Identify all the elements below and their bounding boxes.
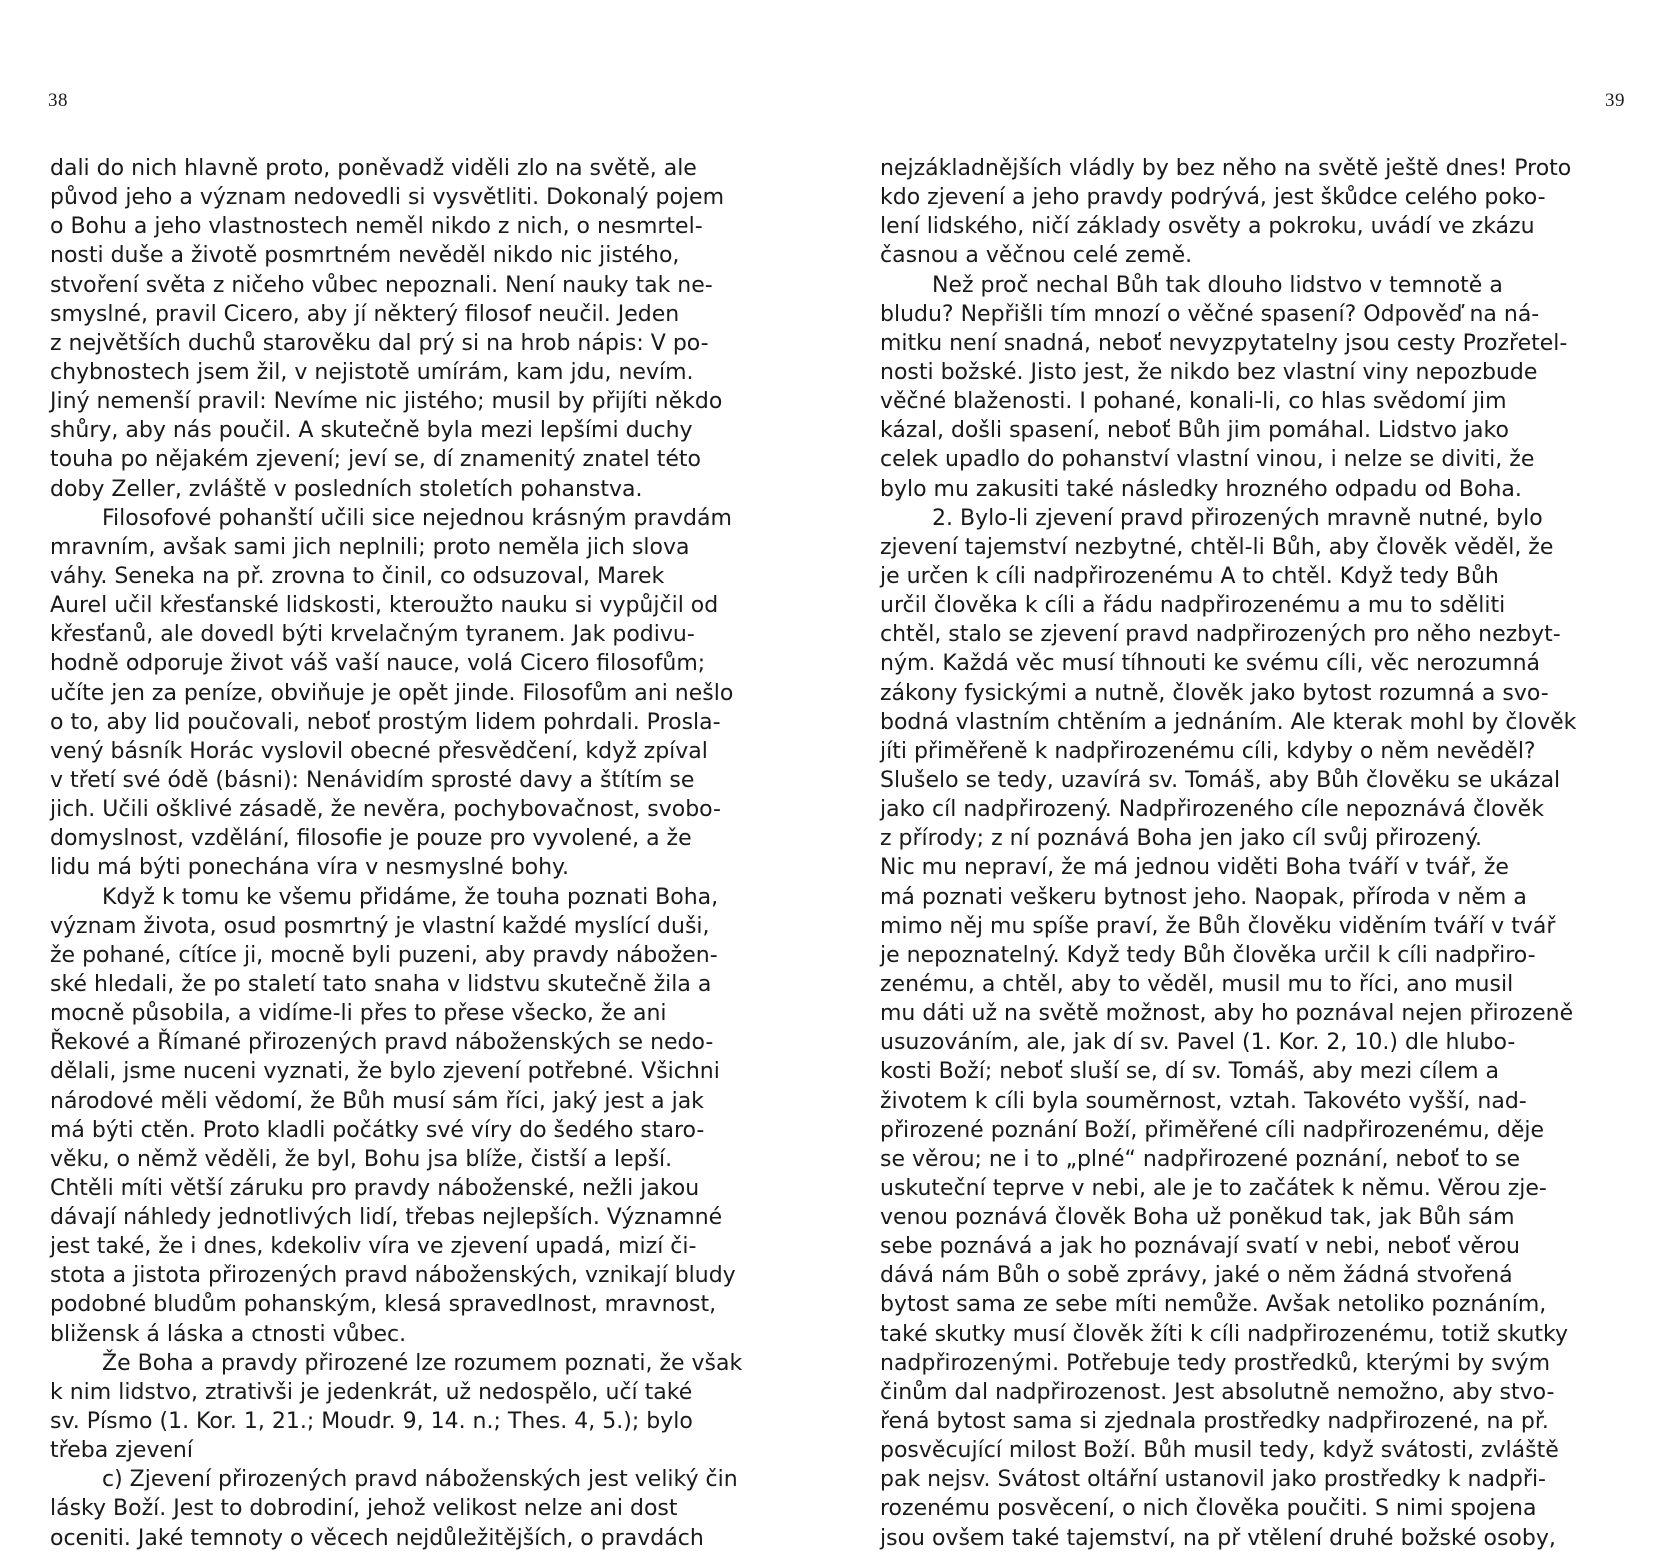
text-line: kázal, došli spasení, neboť Bůh jim pomáhal. Lidstvo jako — [880, 418, 1509, 444]
text-line: kosti Boží; neboť sluší se, dí sv. Tomáš, aby mezi cílem a — [880, 1059, 1500, 1085]
text-line: sebe poznává a jak ho poznávají svatí v nebi, neboť věrou — [880, 1234, 1520, 1260]
text-line: bodná vlastním chtěním a jednáním. Ale kterak mohl by člověk — [880, 709, 1577, 735]
text-line: c) Zjevení přirozených pravd náboženských jest veliký čin — [102, 1467, 738, 1493]
text-line: životem k cíli byla souměrnost, vztah. Takovéto vyšší, nad- — [880, 1088, 1527, 1114]
text-line: Než proč nechal Bůh tak dlouho lidstvo v temnotě a — [932, 272, 1503, 298]
text-line: chybnostech jsem žil, v nejistotě umírám, kam jdu, nevím. — [50, 359, 694, 385]
text-line: mu dáti už na světě možnost, aby ho poznával nejen přirozeně — [880, 1001, 1574, 1027]
text-line: má poznati veškeru bytnost jeho. Naopak, příroda v něm a — [880, 884, 1527, 910]
text-line: kdo zjevení a jeho pravdy podrývá, jest škůdce celého poko- — [880, 185, 1546, 211]
text-line: z největších duchů starověku dal prý si na hrob nápis: V po- — [50, 330, 709, 356]
text-line: věčné blaženosti. I pohané, konali-li, co hlas svědomí jim — [880, 389, 1507, 415]
text-line: nosti božské. Jisto jest, že nikdo bez vlastní viny nepozbude — [880, 359, 1538, 385]
text-line: je nepoznatelný. Když tedy Bůh člověka určil k cíli nadpřiro- — [880, 942, 1536, 968]
text-line: Aurel učil křesťanské lidskosti, kteroužto nauku si vypůjčil od — [50, 593, 719, 619]
text-line: ným. Každá věc musí tíhnouti ke svému cíli, věc nerozumná — [880, 651, 1541, 677]
text-line: shůry, aby nás poučil. A skutečně byla mezi lepšími duchy — [50, 418, 693, 444]
text-line: pak nejsv. Svátost oltářní ustanovil jako prostředky k nadpři- — [880, 1467, 1546, 1493]
text-line: dělali, jsme nuceni vyznati, že bylo zjevení potřebné. Všichni — [50, 1059, 720, 1085]
text-line: lení lidského, ničí základy osvěty a pokroku, uvádí ve zkázu — [880, 214, 1535, 240]
text-line: venou poznává člověk Boha už poněkud tak, jak Bůh sám — [880, 1205, 1515, 1231]
text-line: k nim lidstvo, ztrativši je jedenkrát, už nedospělo, učí také — [50, 1379, 693, 1405]
text-line: třeba zjevení — [50, 1438, 193, 1464]
text-line: se věrou; ne i to „plné“ nadpřirozené poznání, neboť to se — [880, 1146, 1521, 1172]
text-line: smyslné, pravil Cicero, aby jí některý filosof neučil. Jeden — [50, 301, 680, 327]
page-text-block — [50, 154, 790, 1553]
text-line: řená bytost sama si zjednala prostředky nadpřirozené, na př. — [880, 1409, 1549, 1435]
text-line: nadpřirozenými. Potřebuje tedy prostředků, kterými by svým — [880, 1350, 1551, 1376]
text-line: jsou ovšem také tajemství, na př vtělení druhé božské osoby, — [880, 1525, 1556, 1551]
text-line: mravním, avšak sami jich neplnili; proto neměla jich slova — [50, 534, 690, 560]
text-line: význam života, osud posmrtný je vlastní každé myslící duši, — [50, 913, 710, 939]
text-line: učíte jen za peníze, obviňuje je opět jinde. Filosofům ani nešlo — [50, 680, 734, 706]
text-line: stota a jistota přirozených pravd náboženských, vznikají bludy — [50, 1263, 736, 1289]
text-line: národové měli vědomí, že Bůh musí sám říci, jaký jest a jak — [50, 1088, 704, 1114]
text-line: váhy. Seneka na př. zrovna to činil, co odsuzoval, Marek — [50, 563, 665, 589]
text-line: nosti duše a životě posmrtném nevěděl nikdo nic jistého, — [50, 243, 680, 269]
text-line: zákony fysickými a nutně, člověk jako bytost rozumná a svo- — [880, 680, 1549, 706]
text-line: zjevení tajemství nezbytné, chtěl-li Bůh, aby člověk věděl, že — [880, 534, 1554, 560]
text-line: posvěcující milost Boží. Bůh musil tedy, když svátosti, zvláště — [880, 1438, 1559, 1464]
text-line: stvoření světa z ničeho vůbec nepoznali. Není nauky tak ne- — [50, 272, 713, 298]
text-line: přirozené poznání Boží, přiměřené cíli nadpřirozenému, děje — [880, 1117, 1545, 1143]
text-line: původ jeho a význam nedovedli si vysvětliti. Dokonalý pojem — [50, 185, 725, 211]
text-line: o Bohu a jeho vlastnostech neměl nikdo z nich, o nesmrtel- — [50, 214, 703, 240]
text-line: mimo něj mu spíše praví, že Bůh člověku viděním tváří v tvář — [880, 913, 1556, 939]
text-line: bludu? Nepřišli tím mnozí o věčné spasení? Odpověď na ná- — [880, 301, 1540, 327]
text-line: v třetí své ódě (básni): Nenávidím sprosté davy a štítím se — [50, 767, 695, 793]
text-line: uskuteční teprve v nebi, ale je to začátek k němu. Věrou zje- — [880, 1175, 1547, 1201]
text-line: také skutky musí člověk žíti k cíli nadpřirozenému, totiž skutky — [880, 1321, 1568, 1347]
text-line: bylo mu zakusiti také následky hrozného odpadu od Boha. — [880, 476, 1522, 502]
text-line: Chtěli míti větší záruku pro pravdy náboženské, nežli jakou — [50, 1175, 700, 1201]
text-line: bližensk á láska a ctnosti vůbec. — [50, 1321, 407, 1347]
text-line: dává nám Bůh o sobě zprávy, jaké o něm žádná stvořená — [880, 1263, 1513, 1289]
text-line: doby Zeller, zvláště v posledních stoletích pohanstva. — [50, 476, 643, 502]
text-line: mocně působila, a vidíme-li přes to přese všecko, že ani — [50, 1001, 667, 1027]
text-line: domyslnost, vzdělání, filosofie je pouze pro vyvolené, a že — [50, 826, 692, 852]
right-page — [880, 0, 1625, 1551]
text-line: zenému, a chtěl, aby to věděl, musil mu to říci, ano musil — [880, 971, 1514, 997]
text-line: Že Boha a pravdy přirozené lze rozumem poznati, že však — [102, 1350, 743, 1376]
text-line: 2. Bylo-li zjevení pravd přirozených mravně nutné, bylo — [932, 505, 1543, 531]
text-line: Slušelo se tedy, uzavírá sv. Tomáš, aby Bůh člověku se ukázal — [880, 767, 1561, 793]
text-line: křesťanů, ale dovedl býti krvelačným tyranem. Jak podivu- — [50, 622, 695, 648]
text-line: usuzováním, ale, jak dí sv. Pavel (1. Kor. 2, 10.) dle hlubo- — [880, 1030, 1516, 1056]
text-line: časnou a věčnou celé země. — [880, 243, 1193, 269]
text-line: Řekové a Římané přirozených pravd náboženských se nedo- — [50, 1030, 714, 1056]
text-line: že pohané, cítíce ji, mocně byli puzeni, aby pravdy nábožen- — [50, 942, 718, 968]
text-line: Jiný nemenší pravil: Nevíme nic jistého; musil by přijíti někdo — [50, 389, 723, 415]
text-line: ské hledali, že po staletí tato snaha v lidstvu skutečně žila a — [50, 971, 712, 997]
text-line: podobné bludům pohanským, klesá spravedlnost, mravnost, — [50, 1292, 717, 1318]
text-line: Když k tomu ke všemu přidáme, že touha poznati Boha, — [102, 884, 719, 910]
text-line: má býti ctěn. Proto kladli počátky své víry do šedého staro- — [50, 1117, 705, 1143]
text-line: věku, o němž věděli, že byl, Bohu jsa blíže, čistší a lepší. — [50, 1146, 673, 1172]
text-line: z přírody; z ní poznává Boha jen jako cíl svůj přirozený. — [880, 826, 1483, 852]
text-line: jíti přiměřeně k nadpřirozenému cíli, kdyby o něm nevěděl? — [880, 738, 1536, 764]
text-line: jako cíl nadpřirozený. Nadpřirozeného cíle nepoznává člověk — [880, 797, 1544, 823]
text-line: lidu má býti ponechána víra v nesmyslné bohy. — [50, 855, 569, 881]
text-line: jest také, že i dnes, kdekoliv víra ve zjevení upadá, mizí či- — [50, 1234, 697, 1260]
text-line: o to, aby lid poučovali, neboť prostým lidem pohrdali. Prosla- — [50, 709, 721, 735]
text-line: dali do nich hlavně proto, poněvadž viděli zlo na světě, ale — [50, 156, 697, 181]
text-line: Filosofové pohanští učili sice nejednou krásným pravdám — [102, 505, 732, 531]
text-line: rozenému posvěcení, o nich člověka poučiti. S nimi spojena — [880, 1496, 1537, 1522]
text-line: činům dal nadpřirozenost. Jest absolutně nemožno, aby stvo- — [880, 1379, 1555, 1405]
text-line: celek upadlo do pohanství vlastní vinou, i nelze se diviti, že — [880, 447, 1535, 473]
text-line: oceniti. Jaké temnoty o věcech nejdůležitějších, o pravdách — [50, 1525, 704, 1551]
text-line: bytost sama ze sebe míti nemůže. Avšak netoliko poznáním, — [880, 1292, 1547, 1318]
text-line: touha po nějakém zjevení; jeví se, dí znamenitý znatel této — [50, 447, 702, 473]
page-text-block — [880, 154, 1625, 1553]
text-line: Nic mu nepraví, že má jednou viděti Boha tváří v tvář, že — [880, 855, 1509, 881]
text-line: jich. Učili ošklivé zásadě, že nevěra, pochybovačnost, svobo- — [50, 797, 721, 823]
text-line: mitku není snadná, neboť nevyzpytatelny jsou cesty Prozřetel- — [880, 330, 1568, 356]
text-line: chtěl, stalo se zjevení pravd nadpřirozených pro něho nezbyt- — [880, 622, 1561, 648]
page-number: 39 — [1605, 90, 1625, 111]
text-line: sv. Písmo (1. Kor. 1, 21.; Moudr. 9, 14. n.; Thes. 4, 5.); bylo — [50, 1409, 693, 1435]
text-line: dávají náhledy jednotlivých lidí, třebas nejlepších. Významné — [50, 1205, 723, 1231]
text-line: nejzákladnějších vládly by bez něho na světě ještě dnes! Proto — [880, 156, 1572, 181]
left-page — [48, 0, 790, 1551]
text-line: určil člověka k cíli a řádu nadpřirozenému a mu to sděliti — [880, 593, 1506, 619]
text-line: je určen k cíli nadpřirozenému A to chtěl. Když tedy Bůh — [880, 563, 1499, 589]
text-line: lásky Boží. Jest to dobrodiní, jehož velikost nelze ani dost — [50, 1496, 678, 1522]
page-number: 38 — [48, 90, 68, 111]
text-line: vený básník Horác vyslovil obecné přesvědčení, když zpíval — [50, 738, 708, 764]
text-line: hodně odporuje život váš vaší nauce, volá Cicero filosofům; — [50, 651, 706, 677]
